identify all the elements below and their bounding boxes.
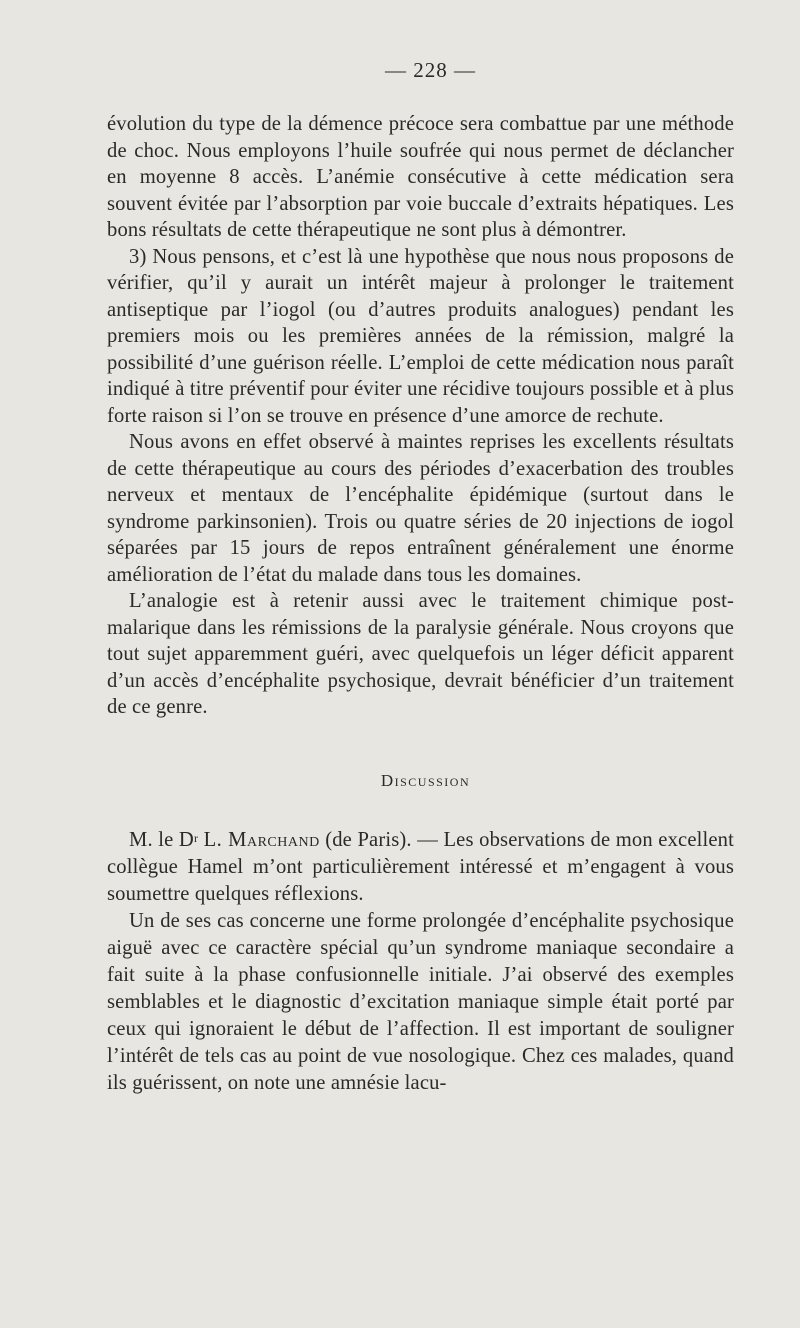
speaker-location: (de Paris). — bbox=[325, 828, 438, 851]
section-heading: Discussion bbox=[380, 770, 471, 790]
paragraph: évolution du type de la démence précoce sera combattue par une méthode de choc. Nous employons l’huile soufrée qui nous permet de déclancher en moyenne 8 accès. L’anémie consécutive à cette médication sera souvent évitée par l’absorption par voie buccale d’extraits hépatiques. Les bons résultats de cette thérapeutique ne sont plus à démontrer. bbox=[107, 113, 734, 241]
speaker-title-sup: r bbox=[193, 830, 199, 845]
speaker-name: L. Marchand bbox=[203, 828, 320, 851]
paragraph: 3) Nous pensons, et c’est là une hypothèse que nous nous proposons de vérifier, qu’il y aurait un intérêt majeur à prolonger le traitement antiseptique par l’iogol (ou d’autres produits analogues) pendant les premiers mois ou les premières années de la rémission, malgré la possibilité d’une guérison réelle. L’emploi de cette médication nous paraît indiqué à titre préventif pour éviter une récidive toujours possible et à plus forte raison si l’on se trouve en présence d’une amorce de rechute. bbox=[107, 245, 734, 427]
paragraph-text: Les observations de mon excellent collègue Hamel m’ont particulièrement intéressé et m’engagent à vous soumettre quelques réflexions. bbox=[107, 828, 734, 905]
paragraph: Un de ses cas concerne une forme prolongée d’encéphalite psychosique aiguë avec ce caractère spécial qu’un syndrome maniaque secondaire a fait suite à la phase confusionnelle initiale. J’ai observé des exemples semblables et le diagnostic d’excitation maniaque simple était porté par ceux qui ignoraient le début de l’affection. Il est important de souligner l’intérêt de tels cas au point de vue nosologique. Chez ces malades, quand ils guérissent, on note une amnésie lacu- bbox=[107, 909, 734, 1094]
page-number: — 228 — bbox=[385, 58, 476, 82]
paragraph: Nous avons en effet observé à maintes reprises les excellents résultats de cette thérapeutique au cours des périodes d’exacerbation des troubles nerveux et mentaux de l’encéphalite épidémique (surtout dans le syndrome parkinsonien). Trois ou quatre séries de 20 injections de iogol séparées par 15 jours de repos entraînent généralement une énorme amélioration de l’état du malade dans tous les domaines. bbox=[107, 431, 734, 586]
paragraph: L’analogie est à retenir aussi avec le traitement chimique post-malarique dans les rémissions de la paralysie générale. Nous croyons que tout sujet apparemment guéri, avec quelquefois un léger déficit apparent d’un accès d’encéphalite psychosique, devrait bénéficier d’un traitement de ce genre. bbox=[107, 590, 734, 718]
body-text-top bbox=[107, 111, 734, 721]
speaker-prefix: M. le D bbox=[129, 828, 194, 851]
body-text-bottom bbox=[107, 827, 734, 1097]
speaker-paragraph bbox=[107, 827, 734, 908]
